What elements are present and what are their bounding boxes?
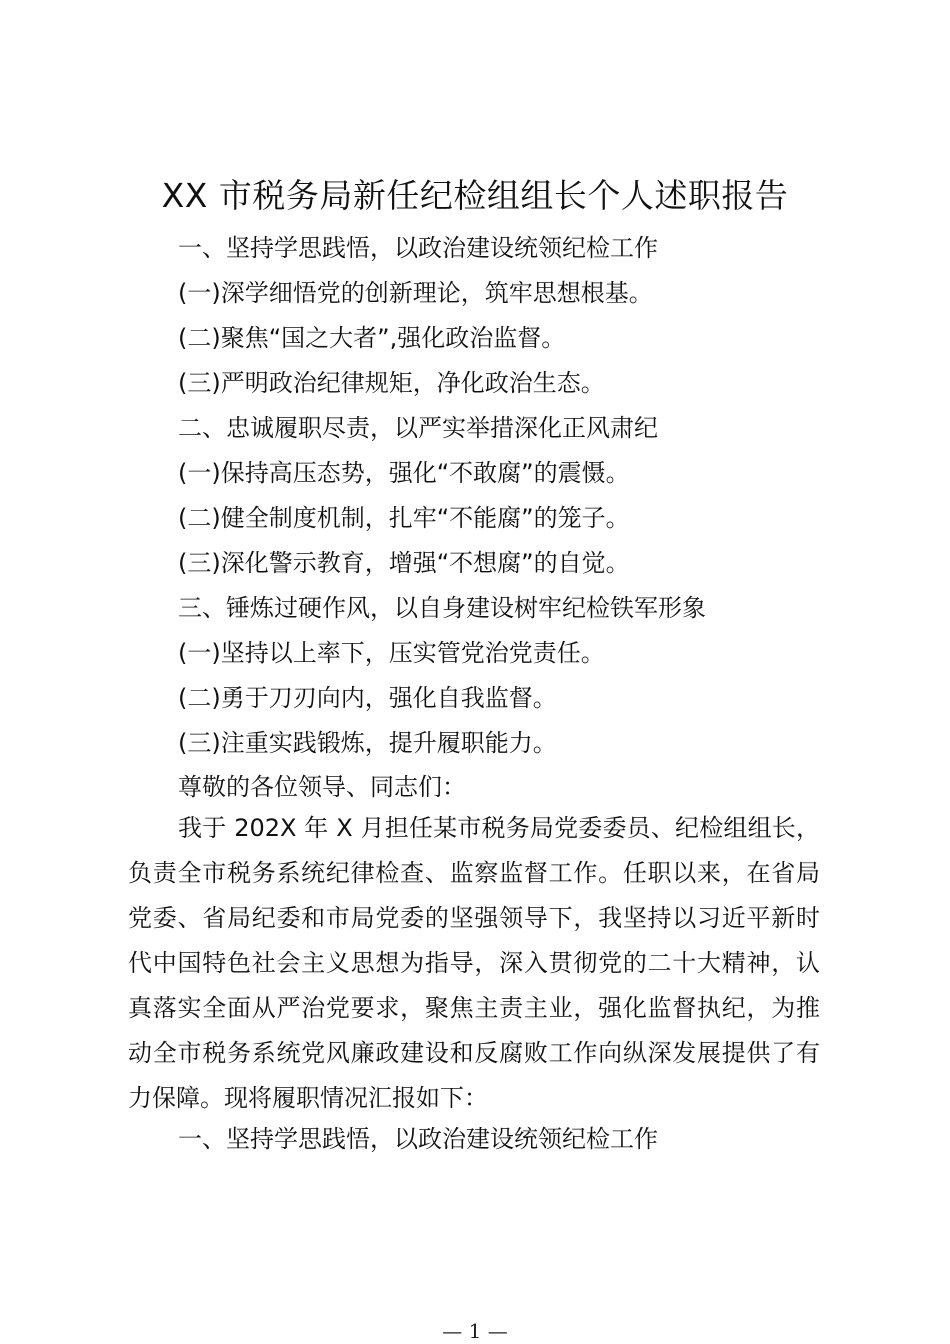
body-paragraph: 我于 202X 年 X 月担任某市税务局党委委员、纪检组组长，负责全市税务系统纪律检查、监察监督工作。任职以来，在省局党委、省局纪委和市局党委的坚强领导下，我坚持以习近平新时代中国特色社会主义思想为指导，深入贯彻党的二十大精神，认真落实全面从严治党要求，聚焦主责主业，强化监督执纪，为推动全市税务系统党风廉政建设和反腐败工作向纵深发展提供了有力保障。现将履职情况汇报如下： <box>128 814 820 1112</box>
outline-heading-1: 一、坚持学思践悟，以政治建设统领纪检工作 <box>178 234 658 262</box>
outline-item-1-3: (三)严明政治纪律规矩，净化政治生态。 <box>178 369 605 397</box>
outline-heading-3: 三、锤炼过硬作风，以自身建设树牢纪检铁军形象 <box>178 594 706 622</box>
document-title: XX 市税务局新任纪检组组长个人述职报告 <box>161 176 789 215</box>
outline-item-3-2: (二)勇于刀刃向内，强化自我监督。 <box>178 684 557 712</box>
outline-item-2-1: (一)保持高压态势，强化“不敢腐”的震慑。 <box>178 459 630 487</box>
outline-item-2-3: (三)深化警示教育，增强“不想腐”的自觉。 <box>178 549 630 577</box>
salutation: 尊敬的各位领导、同志们： <box>178 773 466 801</box>
outline-item-1-2: (二)聚焦“国之大者”,强化政治监督。 <box>178 324 566 352</box>
outline-item-3-3: (三)注重实践锻炼，提升履职能力。 <box>178 729 557 757</box>
outline-item-1-1: (一)深学细悟党的创新理论，筑牢思想根基。 <box>178 279 653 307</box>
outline-heading-2: 二、忠诚履职尽责，以严实举措深化正风肃纪 <box>178 414 658 442</box>
page-number: — 1 — <box>442 1319 508 1343</box>
outline-item-3-1: (一)坚持以上率下，压实管党治党责任。 <box>178 639 605 667</box>
outline-list <box>178 226 858 766</box>
outline-item-2-2: (二)健全制度机制，扎牢“不能腐”的笼子。 <box>178 504 630 532</box>
section-heading: 一、坚持学思践悟，以政治建设统领纪检工作 <box>178 1125 658 1153</box>
